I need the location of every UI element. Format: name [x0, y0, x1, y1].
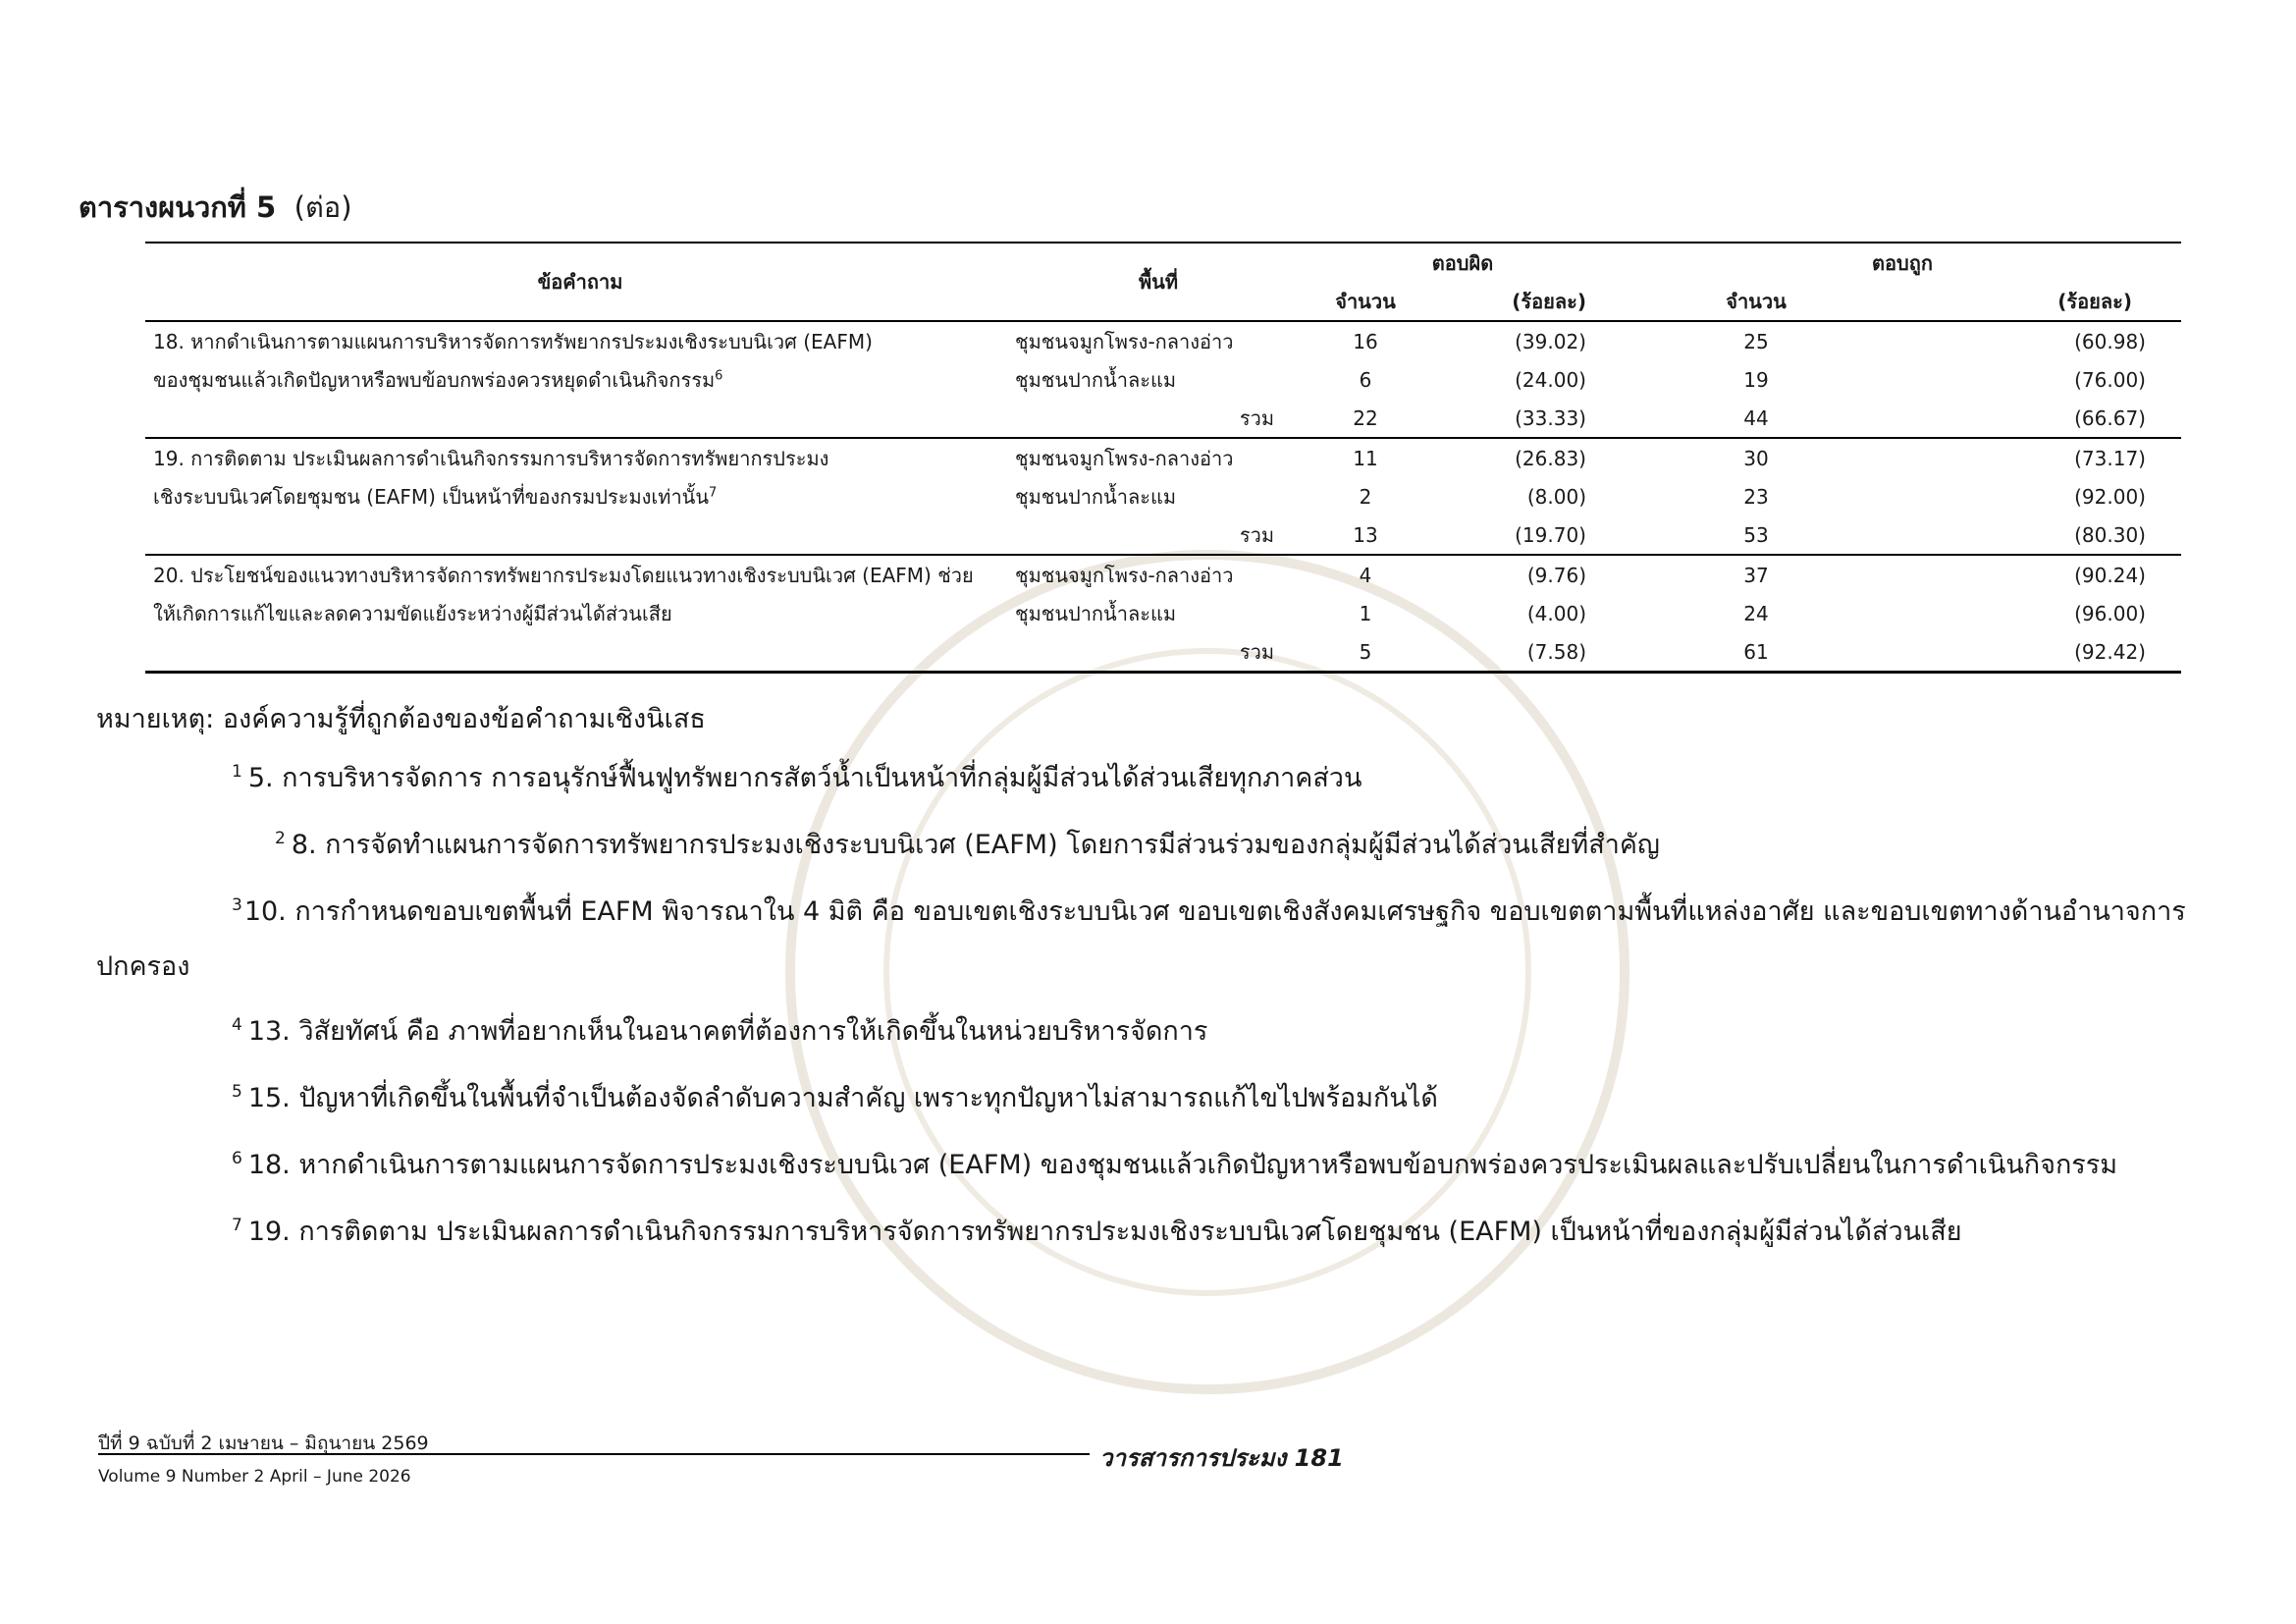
question-line-2: ให้เกิดการแก้ไขและลดความขัดแย้งระหว่างผู้มีส่วนได้ส่วนเสีย — [153, 601, 672, 625]
footnote-1: $^1$ 5. การบริหารจัดการ การอนุรักษ์ฟื้นฟูทรัพยากรสัตว์น้ำเป็นหน้าที่กลุ่มผู้มีส่วนได้ส่วนเสียทุกภาคส่วน — [232, 762, 1362, 793]
wrong-percent-cell: (19.70) — [1515, 522, 1586, 547]
right-count-cell: 53 — [1743, 522, 1769, 547]
footnote-5: $^5$ 15. ปัญหาที่เกิดขึ้นในพื้นที่จำเป็นต้องจัดลำดับความสำคัญ เพราะทุกปัญหาไม่สามารถแก้ไขไปพร้อมกันได้ — [232, 1082, 1438, 1113]
question-line-2: ของชุมชนแล้วเกิดปัญหาหรือพบข้อบกพร่องควรหยุดดำเนินกิจกรรม$^6$ — [153, 367, 723, 392]
wrong-count-cell: 16 — [1302, 321, 1429, 360]
footnote-3-continued: ปกครอง — [96, 951, 190, 982]
area-cell: ชุมชนปากน้ำละแม — [1015, 484, 1177, 509]
right-percent-cell: (76.00) — [2074, 367, 2146, 392]
footnote-4: $^4$ 13. วิสัยทัศน์ คือ ภาพที่อยากเห็นในอนาคตที่ต้องการให้เกิดขึ้นในหน่วยบริหารจัดการ — [232, 1015, 1208, 1047]
right-count-cell: 19 — [1743, 367, 1769, 392]
area-cell: ชุมชนจมูกโพรง-กลางอ่าว — [1015, 321, 1302, 360]
area-cell: ชุมชนปากน้ำละแม — [1015, 601, 1177, 625]
area-cell: ชุมชนจมูกโพรง-กลางอ่าว — [1015, 438, 1302, 477]
header-count-right: จำนวน — [1624, 282, 1830, 321]
footnote-3: $^3$10. การกำหนดขอบเขตพื้นที่ EAFM พิจารณาใน 4 มิติ คือ ขอบเขตเชิงระบบนิเวศ ขอบเขตเชิงสังคมเศรษฐกิจ ขอบเขตตามพื้นที่แหล่งอาศัย และขอบเขตทางด้านอำนาจการ — [232, 895, 2186, 927]
question-blank — [145, 515, 1015, 555]
question-line-1: 19. การติดตาม ประเมินผลการดำเนินกิจกรรมการบริหารจัดการทรัพยากรประมง — [145, 438, 1015, 477]
right-count-cell: 25 — [1624, 321, 1830, 360]
table-row — [145, 360, 2181, 399]
table-row — [145, 555, 2181, 594]
wrong-percent-cell: (26.83) — [1429, 438, 1624, 477]
caption-continued: (ต่อ) — [294, 190, 352, 224]
wrong-percent-cell: (39.02) — [1429, 321, 1624, 360]
wrong-percent-cell: (8.00) — [1526, 484, 1586, 509]
right-count-cell: 44 — [1743, 406, 1769, 430]
wrong-count-cell: 13 — [1353, 522, 1378, 547]
wrong-percent-cell: (9.76) — [1429, 555, 1624, 594]
footer-issue-english: Volume 9 Number 2 April – June 2026 — [98, 1467, 411, 1487]
area-cell: รวม — [1015, 632, 1302, 673]
header-wrong: ตอบผิด — [1302, 243, 1624, 282]
area-cell: รวม — [1239, 406, 1274, 430]
wrong-percent-cell: (33.33) — [1515, 406, 1586, 430]
table-row — [145, 515, 2181, 555]
wrong-count-cell: 11 — [1302, 438, 1429, 477]
wrong-count-cell: 5 — [1302, 632, 1429, 673]
table-row — [145, 438, 2181, 477]
right-count-cell: 30 — [1624, 438, 1830, 477]
wrong-percent-cell: (7.58) — [1429, 632, 1624, 673]
header-question: ข้อคำถาม — [145, 243, 1015, 321]
table-row — [145, 321, 2181, 360]
footnote-7: $^7$ 19. การติดตาม ประเมินผลการดำเนินกิจกรรมการบริหารจัดการทรัพยากรประมงเชิงระบบนิเวศโดยชุมชน (EAFM) เป็นหน้าที่ของกลุ่มผู้มีส่วนได้ส่วนเสีย — [232, 1216, 1962, 1247]
right-percent-cell: (92.00) — [2074, 484, 2146, 509]
footer-journal-page: วารสารการประมง 181 — [1099, 1444, 1344, 1472]
wrong-percent-cell: (4.00) — [1526, 601, 1586, 625]
right-count-cell: 23 — [1743, 484, 1769, 509]
area-cell: รวม — [1239, 522, 1274, 547]
question-blank — [145, 399, 1015, 438]
right-percent-cell: (60.98) — [1830, 321, 2181, 360]
area-cell: ชุมชนจมูกโพรง-กลางอ่าว — [1015, 555, 1302, 594]
wrong-percent-cell: (24.00) — [1515, 367, 1586, 392]
table-caption — [79, 185, 352, 230]
header-percent-right: (ร้อยละ) — [1830, 282, 2181, 321]
footer-issue-thai: ปีที่ 9 ฉบับที่ 2 เมษายน – มิถุนายน 2569 — [98, 1433, 429, 1454]
right-percent-cell: (66.67) — [2074, 406, 2146, 430]
wrong-count-cell: 4 — [1302, 555, 1429, 594]
wrong-count-cell: 6 — [1359, 367, 1372, 392]
right-percent-cell: (80.30) — [2074, 522, 2146, 547]
header-row-1 — [145, 243, 2181, 282]
wrong-count-cell: 22 — [1353, 406, 1378, 430]
area-cell: ชุมชนปากน้ำละแม — [1015, 367, 1177, 392]
header-right: ตอบถูก — [1624, 243, 2181, 282]
question-line-1: 18. หากดำเนินการตามแผนการบริหารจัดการทรัพยากรประมงเชิงระบบนิเวศ (EAFM) — [145, 321, 1015, 360]
table-row — [145, 594, 2181, 632]
wrong-count-cell: 2 — [1359, 484, 1372, 509]
right-percent-cell: (92.42) — [1830, 632, 2181, 673]
right-count-cell: 61 — [1624, 632, 1830, 673]
header-count-wrong: จำนวน — [1302, 282, 1429, 321]
footnote-2: $^2$ 8. การจัดทำแผนการจัดการทรัพยากรประมงเชิงระบบนิเวศ (EAFM) โดยการมีส่วนร่วมของกลุ่มผู้มีส่วนได้ส่วนเสียที่สำคัญ — [275, 829, 1660, 860]
table-row — [145, 399, 2181, 438]
header-area: พื้นที่ — [1015, 243, 1302, 321]
caption-label: ตารางผนวกที่ 5 — [79, 190, 277, 224]
question-line-1: 20. ประโยชน์ของแนวทางบริหารจัดการทรัพยากรประมงโดยแนวทางเชิงระบบนิเวศ (EAFM) ช่วย — [145, 555, 1015, 594]
table-row — [145, 632, 2181, 673]
table-row — [145, 477, 2181, 515]
right-percent-cell: (96.00) — [2074, 601, 2146, 625]
right-count-cell: 37 — [1624, 555, 1830, 594]
header-percent-wrong: (ร้อยละ) — [1429, 282, 1624, 321]
footer-rule — [98, 1453, 1090, 1455]
wrong-count-cell: 1 — [1359, 601, 1372, 625]
right-count-cell: 24 — [1743, 601, 1769, 625]
right-percent-cell: (90.24) — [1830, 555, 2181, 594]
question-blank — [145, 632, 1015, 673]
question-line-2: เชิงระบบนิเวศโดยชุมชน (EAFM) เป็นหน้าที่ของกรมประมงเท่านั้น$^7$ — [153, 484, 718, 509]
footnote-6: $^6$ 18. หากดำเนินการตามแผนการจัดการประมงเชิงระบบนิเวศ (EAFM) ของชุมชนแล้วเกิดปัญหาหรือพบข้อบกพร่องควรประเมินผลและปรับเปลี่ยนในการดำเนินกิจกรรม — [232, 1149, 2118, 1180]
data-table — [145, 242, 2181, 674]
right-percent-cell: (73.17) — [1830, 438, 2181, 477]
watermark-seal — [785, 550, 1629, 1394]
note-heading: หมายเหตุ: องค์ความรู้ที่ถูกต้องของข้อคำถามเชิงนิเสธ — [96, 704, 706, 734]
